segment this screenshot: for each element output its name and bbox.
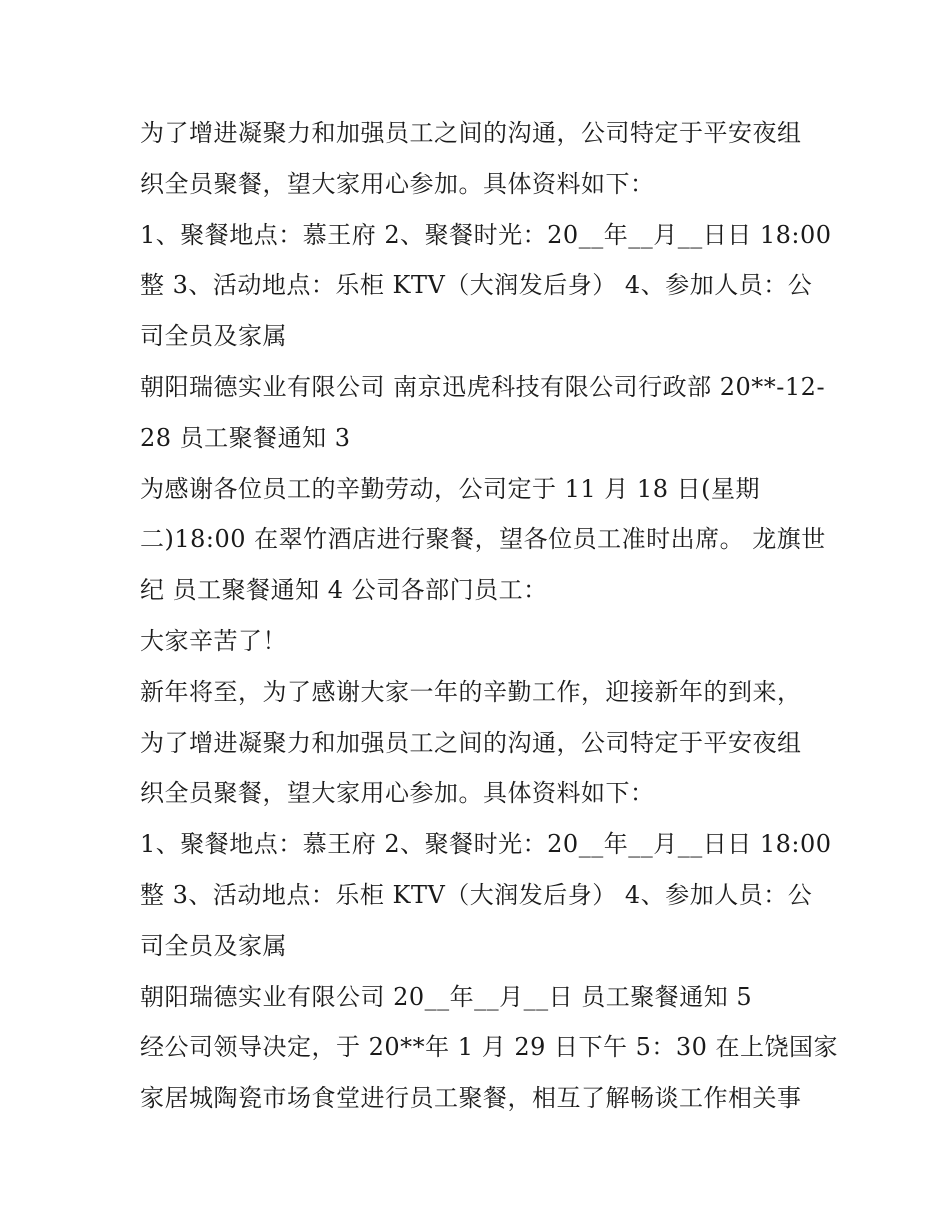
text-line: 朝阳瑞德实业有限公司 南京迅虎科技有限公司行政部 20**-12- <box>140 372 826 401</box>
text-line: 1、聚餐地点：慕王府 2、聚餐时光：20__年__月__日日 18:00 <box>140 220 832 249</box>
text-line: 织全员聚餐，望大家用心参加。具体资料如下： <box>140 779 655 808</box>
text-line: 1、聚餐地点：慕王府 2、聚餐时光：20__年__月__日日 18:00 <box>140 830 832 859</box>
text-line: 司全员及家属 <box>140 322 287 351</box>
text-line: 朝阳瑞德实业有限公司 20__年__月__日 员工聚餐通知 5 <box>140 982 753 1011</box>
text-line: 为了增进凝聚力和加强员工之间的沟通，公司特定于平安夜组 <box>140 728 802 757</box>
text-line: 纪 员工聚餐通知 4 公司各部门员工： <box>140 576 548 605</box>
text-line: 整 3、活动地点：乐柜 KTV（大润发后身） 4、参加人员：公 <box>140 880 813 909</box>
text-line: 织全员聚餐，望大家用心参加。具体资料如下： <box>140 169 655 198</box>
text-line: 为感谢各位员工的辛勤劳动，公司定于 11 月 18 日(星期 <box>140 474 760 503</box>
text-line: 28 员工聚餐通知 3 <box>140 423 351 452</box>
text-line: 二)18:00 在翠竹酒店进行聚餐，望各位员工准时出席。 龙旗世 <box>140 525 826 554</box>
text-line: 司全员及家属 <box>140 931 287 960</box>
text-line: 为了增进凝聚力和加强员工之间的沟通，公司特定于平安夜组 <box>140 119 802 147</box>
text-line: 新年将至，为了感谢大家一年的辛勤工作，迎接新年的到来， <box>140 677 802 706</box>
text-line: 大家辛苦了！ <box>140 626 287 655</box>
text-line: 整 3、活动地点：乐柜 KTV（大润发后身） 4、参加人员：公 <box>140 271 813 300</box>
text-line: 经公司领导决定，于 20**年 1 月 29 日下午 5：30 在上饶国家 <box>140 1033 839 1062</box>
document-body <box>140 108 839 1124</box>
text-line: 家居城陶瓷市场食堂进行员工聚餐，相互了解畅谈工作相关事 <box>140 1084 802 1113</box>
